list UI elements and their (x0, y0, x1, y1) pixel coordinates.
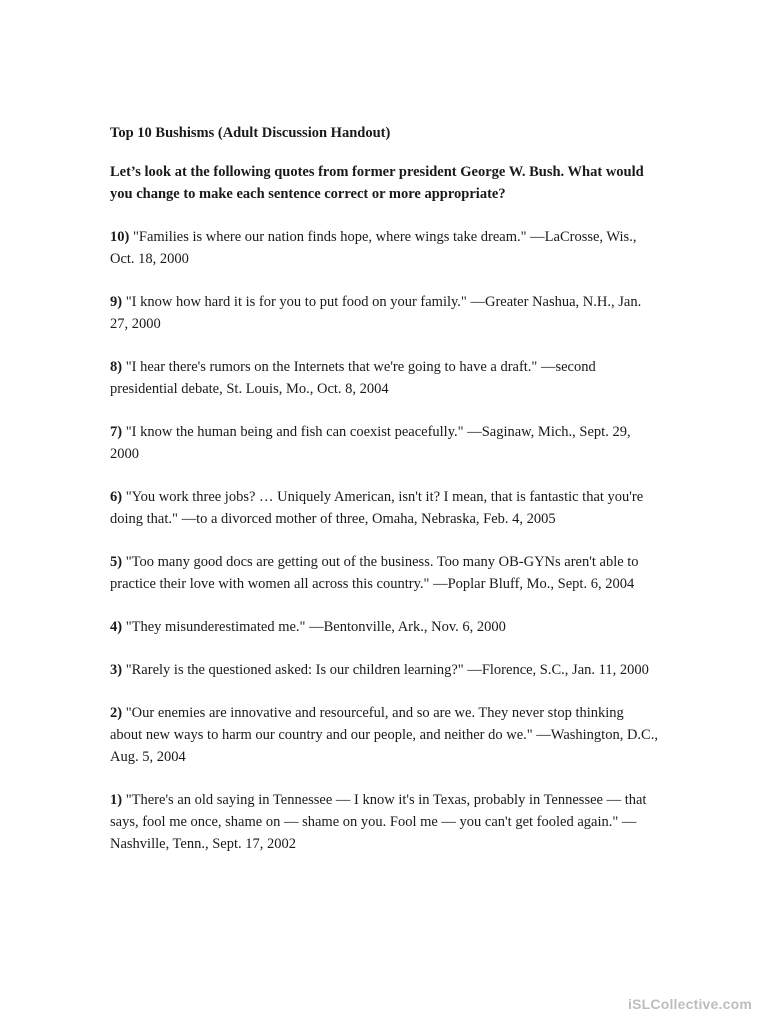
quote-text: "Rarely is the questioned asked: Is our children learning?" —Florence, S.C., Jan. 11, 2000 (122, 662, 649, 678)
quote-text: "Families is where our nation finds hope, where wings take dream." —LaCrosse, Wis., Oct. 18, 2000 (110, 229, 637, 267)
quote-text: "Our enemies are innovative and resourceful, and so are we. They never stop thinking about new ways to harm our country and our people, and neither do we." —Washington, D.C., Aug. 5, 2004 (110, 705, 658, 765)
quote-item (110, 291, 658, 335)
watermark-logo: iSLCollective.com (628, 996, 752, 1012)
quote-item (110, 226, 658, 270)
intro-paragraph: Let’s look at the following quotes from former president George W. Bush. What would you change to make each sentence correct or more appropriate? (110, 164, 644, 202)
quote-item (110, 421, 658, 465)
quote-text: "I hear there's rumors on the Internets that we're going to have a draft." —second presidential debate, St. Louis, Mo., Oct. 8, 2004 (110, 359, 596, 397)
quote-number: 8) (110, 359, 123, 375)
quote-item (110, 486, 658, 530)
handout-page (110, 122, 658, 876)
quote-item (110, 616, 658, 638)
quote-number: 10) (110, 229, 130, 245)
quote-item (110, 702, 658, 768)
quote-text: "You work three jobs? … Uniquely American, isn't it? I mean, that is fantastic that you're doing that." —to a divorced mother of three, Omaha, Nebraska, Feb. 4, 2005 (110, 489, 644, 527)
quote-text: "I know the human being and fish can coexist peacefully." —Saginaw, Mich., Sept. 29, 2000 (110, 424, 631, 462)
quote-item (110, 356, 658, 400)
quote-item (110, 551, 658, 595)
quote-number: 5) (110, 554, 123, 570)
quote-text: "I know how hard it is for you to put food on your family." —Greater Nashua, N.H., Jan. 27, 2000 (110, 294, 642, 332)
quote-text: "There's an old saying in Tennessee — I know it's in Texas, probably in Tennessee — that says, fool me once, shame on — shame on you. Fool me — you can't get fooled again." —Nashville, Tenn., Sept. 17, 2002 (110, 792, 647, 852)
quote-item (110, 789, 658, 855)
quote-number: 9) (110, 294, 123, 310)
quote-number: 1) (110, 792, 123, 808)
quote-number: 6) (110, 489, 123, 505)
quote-number: 7) (110, 424, 123, 440)
page-title: Top 10 Bushisms (Adult Discussion Handout) (110, 125, 391, 141)
quote-number: 4) (110, 619, 123, 635)
quote-text: "Too many good docs are getting out of the business. Too many OB-GYNs aren't able to practice their love with women all across this country." —Poplar Bluff, Mo., Sept. 6, 2004 (110, 554, 639, 592)
quote-number: 3) (110, 662, 123, 678)
quote-number: 2) (110, 705, 123, 721)
quote-item (110, 659, 658, 681)
quote-text: "They misunderestimated me." —Bentonville, Ark., Nov. 6, 2000 (122, 619, 506, 635)
